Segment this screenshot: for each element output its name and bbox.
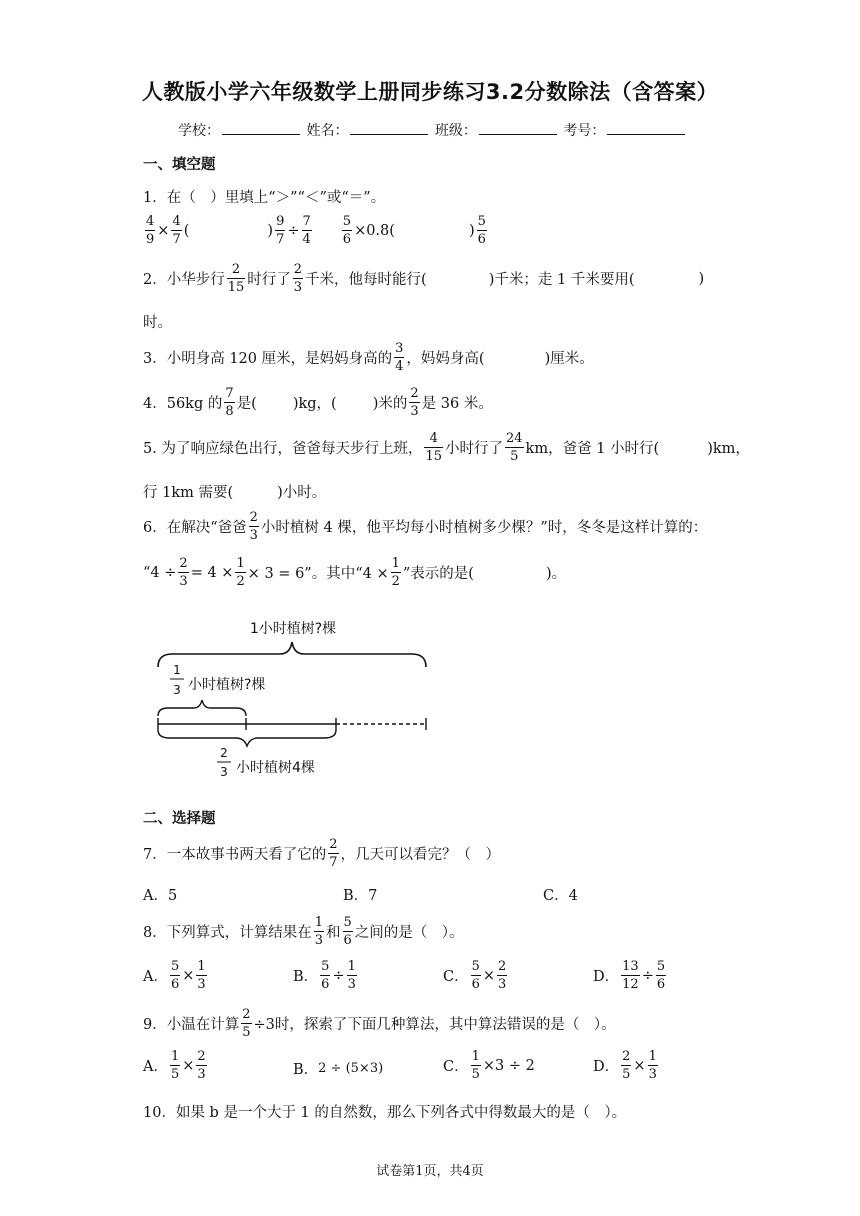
section-heading-choice: 二、选择题 bbox=[143, 811, 216, 827]
fraction: $\frac{1}{5}$ bbox=[471, 1049, 480, 1082]
third-numerator: 1 bbox=[173, 663, 181, 677]
q6-text: × 3 = 6”。其中“4 × bbox=[247, 566, 389, 582]
fraction: $\frac{5}{6}$ bbox=[170, 959, 180, 992]
q7-option-b[interactable]: B．7 bbox=[343, 888, 378, 904]
q5-text: 行 1km 需要( bbox=[143, 485, 234, 501]
fraction: $\frac{2}{3}$ bbox=[410, 386, 419, 419]
fraction: $\frac{5}{6}$ bbox=[471, 959, 480, 992]
diagram-top-label: 1小时植树?棵 bbox=[249, 621, 337, 637]
two-thirds-label: 小时植树4棵 bbox=[236, 760, 315, 776]
q8-option-a[interactable] bbox=[143, 960, 209, 991]
two-thirds-denominator: 3 bbox=[220, 765, 228, 779]
q4-text: 是( bbox=[236, 396, 257, 412]
question-9 bbox=[143, 1008, 616, 1039]
q8-text: 之间的是（ ）。 bbox=[354, 925, 464, 941]
fraction: $\frac{1}{2}$ bbox=[236, 556, 245, 589]
q8-option-d[interactable] bbox=[593, 960, 668, 991]
fraction: $\frac{1}{3}$ bbox=[197, 959, 206, 992]
q9-option-b[interactable] bbox=[293, 1058, 383, 1079]
q9-text: 9．小温在计算 bbox=[143, 1017, 240, 1033]
operator: ÷ bbox=[332, 967, 345, 984]
paren-close: ) bbox=[468, 222, 475, 239]
q5-text: 小时行了 bbox=[445, 441, 503, 457]
q2-text: )千米；走 1 千米要用( bbox=[488, 272, 635, 288]
question-1-expressions bbox=[143, 215, 489, 246]
option-letter: D． bbox=[593, 1059, 620, 1075]
section-heading-fill: 一、填空题 bbox=[143, 157, 216, 173]
fraction: $\frac{2}{7}$ bbox=[329, 837, 338, 870]
q5-text: )km， bbox=[707, 441, 750, 457]
question-7 bbox=[143, 838, 500, 869]
fraction: $\frac{1}{3}$ bbox=[314, 915, 324, 948]
operator: ÷ bbox=[641, 967, 654, 984]
school-label: 学校： bbox=[178, 123, 220, 139]
question-3 bbox=[143, 342, 594, 373]
student-info bbox=[178, 120, 687, 140]
fraction: $\frac{3}{4}$ bbox=[395, 341, 404, 374]
q7-text: ，几天可以看完？（ ） bbox=[340, 847, 501, 863]
option-letter: C． bbox=[443, 1059, 469, 1075]
q6-text: 小时植树 4 棵，他平均每小时植树多少棵？”时，冬冬是这样计算的： bbox=[260, 520, 708, 536]
q7-option-a[interactable]: A．5 bbox=[143, 888, 178, 904]
fraction: $\frac{1}{3}$ bbox=[347, 959, 356, 992]
q8-text: 8．下列算式，计算结果在 bbox=[143, 925, 312, 941]
fraction: $\frac{7}{8}$ bbox=[225, 386, 234, 419]
bottom-brace bbox=[158, 730, 336, 746]
fraction: $\frac{4}{9}$ bbox=[146, 214, 155, 247]
q5-text: )小时。 bbox=[277, 485, 327, 501]
question-4 bbox=[143, 387, 493, 418]
q7-text: 7．一本故事书两天看了它的 bbox=[143, 847, 327, 863]
operator: × bbox=[157, 222, 170, 239]
question-5 bbox=[143, 432, 750, 463]
q8-text: 和 bbox=[326, 925, 341, 941]
question-10: 10．如果 b 是一个大于 1 的自然数，那么下列各式中得数最大的是（ ）。 bbox=[143, 1105, 627, 1121]
q6-text: ”表示的是( bbox=[402, 566, 474, 582]
q4-text: 是 36 米。 bbox=[421, 396, 493, 412]
fraction: $\frac{5}{6}$ bbox=[342, 214, 352, 247]
operator: × bbox=[482, 967, 496, 984]
operator: ÷ bbox=[287, 222, 300, 239]
q3-text: 3．小明身高 120 厘米，是妈妈身高的 bbox=[143, 351, 393, 367]
q2-text: 2．小华步行 bbox=[143, 272, 225, 288]
fraction: $\frac{5}{6}$ bbox=[656, 959, 666, 992]
option-letter: A． bbox=[143, 969, 168, 985]
fraction: $\frac{1}{5}$ bbox=[170, 1049, 180, 1082]
question-6 bbox=[143, 511, 707, 542]
option-letter: B． bbox=[293, 1062, 319, 1078]
fraction: $\frac{13}{12}$ bbox=[622, 959, 639, 992]
exam-no-blank[interactable] bbox=[607, 120, 685, 135]
question-1: 1．在（ ）里填上“＞”“＜”或“＝”。 bbox=[143, 190, 386, 206]
fraction: $\frac{2}{15}$ bbox=[227, 262, 245, 295]
class-blank[interactable] bbox=[479, 120, 557, 135]
small-brace bbox=[158, 700, 246, 716]
fraction: $\frac{2}{5}$ bbox=[622, 1049, 631, 1082]
q2-text: ) bbox=[698, 270, 705, 287]
fraction: $\frac{5}{6}$ bbox=[321, 959, 330, 992]
q2-text: 千米，他每时能行( bbox=[305, 272, 427, 288]
page-title: 人教版小学六年级数学上册同步练习3.2分数除法（含答案） bbox=[141, 80, 719, 104]
page-footer: 试卷第1页，共4页 bbox=[376, 1164, 484, 1179]
q6-text: )。 bbox=[545, 566, 567, 582]
fraction: $\frac{5}{6}$ bbox=[343, 915, 352, 948]
third-label: 小时植树?棵 bbox=[188, 677, 266, 693]
fraction: $\frac{1}{2}$ bbox=[391, 556, 400, 589]
fraction: $\frac{2}{3}$ bbox=[179, 556, 188, 589]
school-blank[interactable] bbox=[222, 120, 300, 135]
operator: × bbox=[182, 967, 195, 984]
q3-text: ，妈妈身高( bbox=[406, 351, 485, 367]
q6-text: “4 ÷ bbox=[143, 564, 177, 581]
option-letter: C． bbox=[443, 969, 469, 985]
operator: × bbox=[182, 1057, 195, 1074]
fraction: $\frac{2}{3}$ bbox=[498, 959, 507, 992]
operator-term: ×3 ÷ 2 bbox=[482, 1057, 535, 1074]
option-letter: B． bbox=[293, 969, 319, 985]
fraction: $\frac{4}{15}$ bbox=[425, 431, 442, 464]
q9-option-a[interactable] bbox=[143, 1050, 209, 1081]
q7-option-c[interactable]: C．4 bbox=[543, 888, 578, 904]
q4-text: )米的 bbox=[372, 396, 408, 412]
fraction: $\frac{9}{7}$ bbox=[276, 214, 285, 247]
fraction: $\frac{2}{3}$ bbox=[249, 510, 258, 543]
option-letter: A． bbox=[143, 1059, 168, 1075]
fraction: $\frac{5}{6}$ bbox=[477, 214, 486, 247]
paren-open: ( bbox=[389, 222, 395, 239]
name-label: 姓名： bbox=[306, 123, 349, 139]
question-5-continued bbox=[143, 481, 326, 502]
q4-text: )kg，( bbox=[292, 396, 337, 412]
fraction: $\frac{2}{5}$ bbox=[242, 1007, 251, 1040]
q3-text: )厘米。 bbox=[544, 351, 594, 367]
question-8 bbox=[143, 916, 464, 947]
q8-option-c[interactable] bbox=[443, 960, 509, 991]
q5-text: 5. 为了响应绿色出行，爸爸每天步行上班， bbox=[143, 441, 423, 457]
q6-text: = 4 × bbox=[190, 564, 234, 581]
q5-text: km，爸爸 1 小时行( bbox=[525, 441, 660, 457]
question-2-continued: 时。 bbox=[143, 315, 172, 331]
paren-open: ( bbox=[183, 222, 190, 239]
q9-text: ÷3时，探索了下面几种算法，其中算法错误的是（ ）。 bbox=[253, 1017, 616, 1033]
question-2 bbox=[143, 263, 704, 294]
q9-option-c[interactable] bbox=[443, 1050, 535, 1081]
operator-term: ×0.8 bbox=[354, 222, 390, 239]
fraction: $\frac{1}{3}$ bbox=[648, 1049, 657, 1082]
q6-text: 6．在解决“爸爸 bbox=[143, 520, 247, 536]
q4-text: 4．56kg 的 bbox=[143, 396, 223, 412]
option-letter: D． bbox=[593, 969, 620, 985]
q2-text: 时行了 bbox=[247, 272, 291, 288]
operator: × bbox=[633, 1057, 646, 1074]
top-brace bbox=[158, 642, 426, 667]
q8-option-b[interactable] bbox=[293, 960, 359, 991]
two-thirds-numerator: 2 bbox=[220, 746, 228, 760]
fraction: $\frac{24}{5}$ bbox=[506, 431, 523, 464]
fraction: $\frac{2}{3}$ bbox=[293, 262, 303, 295]
exam-no-label: 考号： bbox=[563, 123, 606, 139]
class-label: 班级： bbox=[434, 123, 477, 139]
name-blank[interactable] bbox=[350, 120, 428, 135]
option-expression: 2 ÷ (5×3) bbox=[318, 1061, 384, 1076]
line-segment-diagram bbox=[150, 612, 440, 784]
fraction: $\frac{7}{4}$ bbox=[302, 214, 311, 247]
fraction: $\frac{2}{3}$ bbox=[197, 1049, 206, 1082]
question-6-formula bbox=[143, 557, 566, 588]
q9-option-d[interactable] bbox=[593, 1050, 660, 1081]
paren-close: ) bbox=[267, 222, 274, 239]
third-denominator: 3 bbox=[173, 683, 181, 697]
fraction: $\frac{4}{7}$ bbox=[172, 214, 181, 247]
